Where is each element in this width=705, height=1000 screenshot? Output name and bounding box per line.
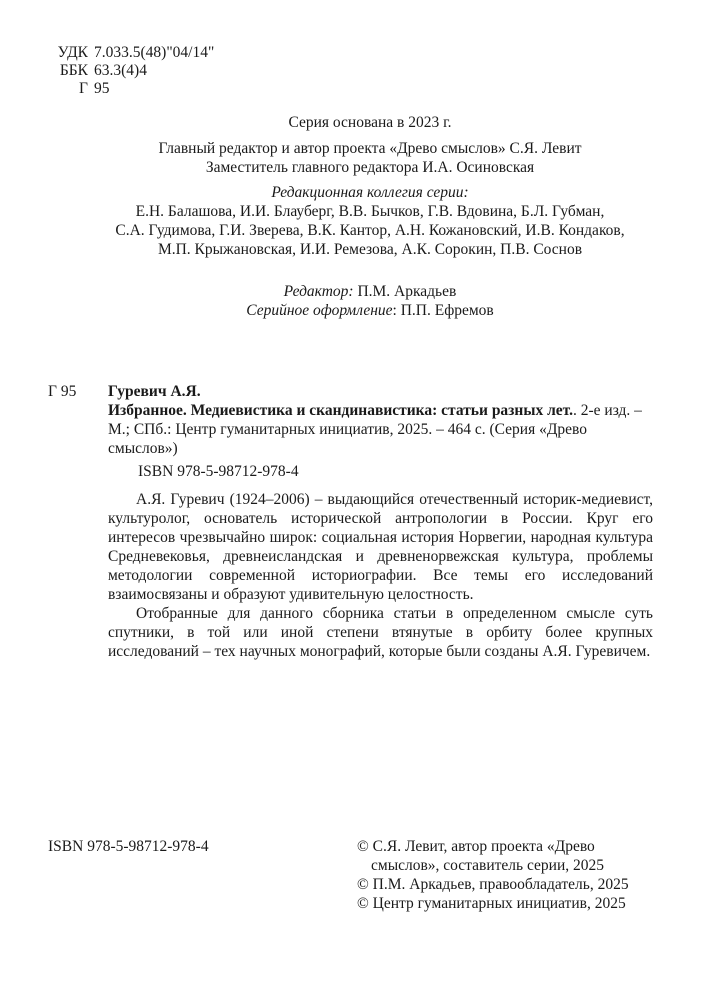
series-editors (60, 139, 680, 177)
abstract (108, 490, 653, 661)
copyright-line: © С.Я. Левит, автор проекта «Древо смыслов», составитель серии, 2025 (357, 838, 605, 874)
copyright-line: © П.М. Аркадьев, правообладатель, 2025 (357, 876, 629, 893)
catalog-code: Г 95 (48, 383, 77, 400)
editor-credit (60, 282, 680, 301)
author-sign-value: 95 (94, 80, 110, 97)
credits (60, 282, 680, 320)
editorial-board-line: М.П. Крыжановская, И.И. Ремезова, А.К. Сорокин, П.В. Соснов (157, 241, 583, 258)
abstract-paragraph: А.Я. Гуревич (1924–2006) – выдающийся отечественный историк-медиевист, культуролог, основатель исторической антропологии в России. Круг его интересов чрезвычайно широк: социальная история Норвегии, народная культура Средневековья, древнеисландская и древненорвежская культура, проблемы методологии современной историографии. Все темы его исследований взаимосвязаны и образуют удивительную целостность. (108, 491, 653, 603)
editor-name: П.М. Аркадьев (357, 283, 457, 300)
udk-label: УДК (57, 44, 88, 61)
editorial-board-line: С.А. Гудимова, Г.И. Зверева, В.К. Кантор, А.Н. Кожановский, И.В. Кондаков, (115, 222, 625, 239)
catalog-title: Избранное. Медиевистика и скандинавистика: статьи разных лет. (108, 402, 573, 419)
editor-label: Редактор: (283, 283, 354, 300)
author-sign-row (48, 80, 214, 98)
copyright-line: © Центр гуманитарных инициатив, 2025 (357, 895, 626, 912)
deputy-editor: Заместитель главного редактора И.А. Осиновская (205, 159, 535, 176)
abstract-paragraph: Отобранные для данного сборника статьи в определенном смысле суть спутники, в той или иной степени втянутые в орбиту более крупных исследований – тех научных монографий, которые были созданы А.Я. Гуревичем. (108, 605, 653, 660)
bbk-row (48, 62, 214, 80)
design-label: Серийное оформление (246, 302, 393, 319)
catalog-imprint: . 2-е изд. – М.; СПб.: Центр гуманитарных инициатив, 2025. – 464 с. (Серия «Древо смыслов») (108, 402, 642, 457)
udk-row (48, 44, 214, 62)
author-sign-label: Г (79, 80, 88, 97)
editorial-board (60, 183, 680, 259)
bbk-value: 63.3(4)4 (94, 62, 147, 79)
classification-codes (48, 44, 214, 98)
udk-value: 7.033.5(48)"04/14" (94, 44, 215, 61)
design-name: : П.П. Ефремов (392, 302, 494, 319)
editorial-board-title: Редакционная коллегия серии: (271, 184, 469, 201)
footer-isbn: ISBN 978-5-98712-978-4 (48, 838, 209, 855)
copyright-block (357, 837, 657, 913)
bibliographic-record (108, 382, 653, 458)
bbk-label: ББК (59, 62, 88, 79)
series-founded: Серия основана в 2023 г. (288, 114, 452, 131)
chief-editor: Главный редактор и автор проекта «Древо смыслов» С.Я. Левит (158, 140, 582, 157)
editorial-board-line: Е.Н. Балашова, И.И. Блауберг, В.В. Бычков, Г.В. Вдовина, Б.Л. Губман, (135, 203, 605, 220)
catalog-author: Гуревич А.Я. (108, 383, 201, 400)
design-credit (60, 301, 680, 320)
catalog-isbn: ISBN 978-5-98712-978-4 (138, 463, 299, 480)
catalog-description (108, 401, 653, 458)
